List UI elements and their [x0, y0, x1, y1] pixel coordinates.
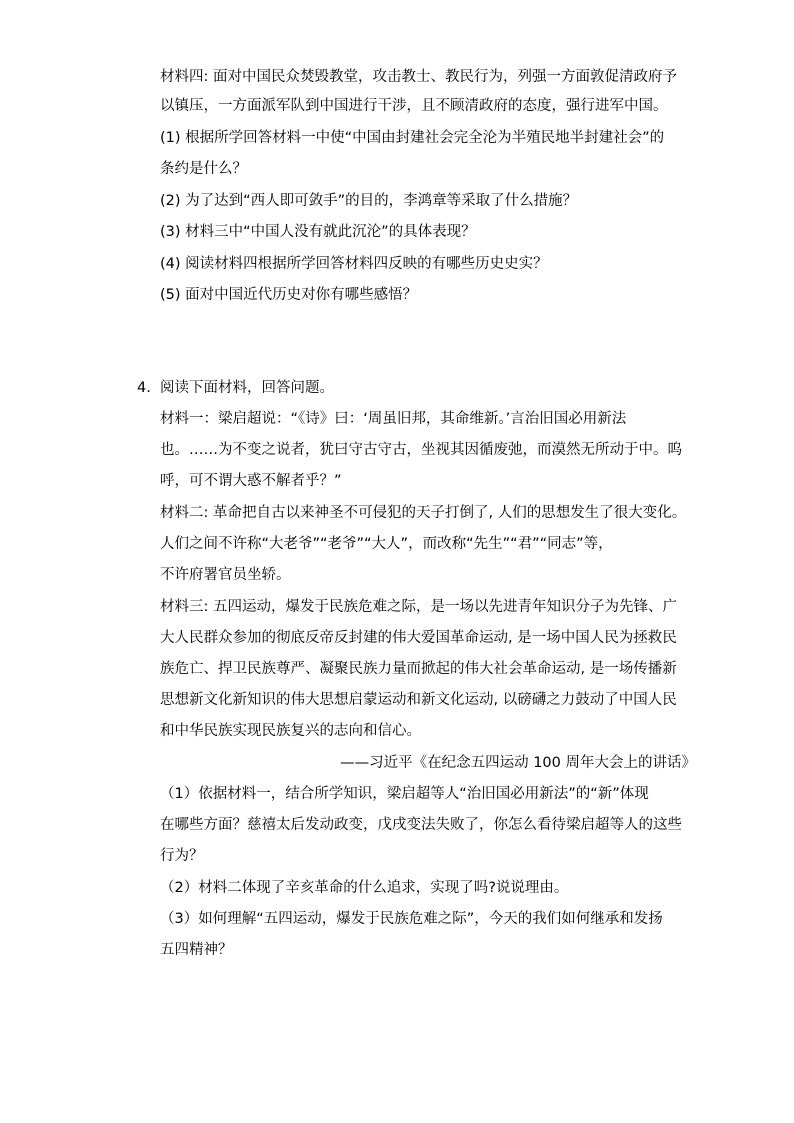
- q4-material2-line-3: 不许府署官员坐轿。: [160, 567, 291, 583]
- question-4-number: 4.: [137, 380, 151, 396]
- q4-material1-line-3: 呼，可不谓大惑不解者乎？”: [160, 473, 342, 489]
- q4-material3-line-5: 和中华民族实现民族复兴的志向和信心。: [160, 723, 421, 739]
- material4-line-2: 以镇压，一方面派军队到中国进行干涉，且不顾清政府的态度，强行进军中国。: [160, 98, 668, 114]
- q4-question-3-line-2: 五四精神？: [160, 942, 233, 958]
- q4-question-2: （2）材料二体现了辛亥革命的什么追求，实现了吗?说说理由。: [160, 880, 569, 896]
- q4-question-1-line-2: 在哪些方面？慈禧太后发动政变，戊戌变法失败了，你怎么看待梁启超等人的这些: [160, 817, 682, 833]
- question-4-intro: 阅读下面材料，回答问题。: [160, 380, 334, 396]
- q4-material1-line-1: 材料一：梁启超说：“《诗》曰：‘周虽旧邦，其命维新。’言治旧国必用新法: [160, 411, 627, 427]
- q4-material3-attribution: ——习近平《在纪念五四运动 100 周年大会上的讲话》: [340, 755, 696, 771]
- q4-material3-line-1: 材料三: 五四运动，爆发于民族危难之际，是一场以先进青年知识分子为先锋、广: [160, 599, 677, 615]
- question-3-4: (4) 阅读材料四根据所学回答材料四反映的有哪些历史史实？: [160, 256, 548, 272]
- q4-question-3-line-1: （3）如何理解“五四运动，爆发于民族危难之际”，今天的我们如何继承和发扬: [160, 911, 663, 927]
- q4-material3-line-2: 大人民群众参加的彻底反帝反封建的伟大爱国革命运动, 是一场中国人民为拯救民: [160, 630, 677, 646]
- q4-material1-line-2: 也。……为不变之说者，犹曰守古守古，坐视其因循废弛，而漠然无所动于中。呜: [160, 442, 682, 458]
- material4-line-1: 材料四: 面对中国民众焚毁教堂，攻击教士、教民行为，列强一方面敦促清政府予: [160, 69, 677, 85]
- q4-question-1-line-1: （1）依据材料一，结合所学知识，梁启超等人“治旧国必用新法”的“新”体现: [160, 786, 649, 802]
- q4-material2-line-2: 人们之间不许称“大老爷”“老爷”“大人”，而改称“先生”“君”“同志”等，: [160, 536, 613, 552]
- question-3-1-line-2: 条约是什么？: [160, 161, 247, 177]
- q4-material3-line-4: 思想新文化新知识的伟大思想启蒙运动和新文化运动, 以磅礴之力鼓动了中国人民: [160, 692, 677, 708]
- question-3-2: (2) 为了达到“西人即可敛手”的目的，李鸿章等采取了什么措施？: [160, 193, 578, 209]
- question-3-3: (3) 材料三中“中国人没有就此沉沦”的具体表现？: [160, 224, 476, 240]
- question-3-5: (5) 面对中国近代历史对你有哪些感悟？: [160, 287, 418, 303]
- question-3-1-line-1: (1) 根据所学回答材料一中使“中国由封建社会完全沦为半殖民地半封建社会”的: [160, 130, 665, 146]
- q4-material2-line-1: 材料二: 革命把自古以来神圣不可侵犯的天子打倒了, 人们的思想发生了很大变化。: [160, 505, 687, 521]
- q4-question-1-line-3: 行为？: [160, 848, 204, 864]
- q4-material3-line-3: 族危亡、捍卫民族尊严、凝聚民族力量而掀起的伟大社会革命运动, 是一场传播新: [160, 661, 677, 677]
